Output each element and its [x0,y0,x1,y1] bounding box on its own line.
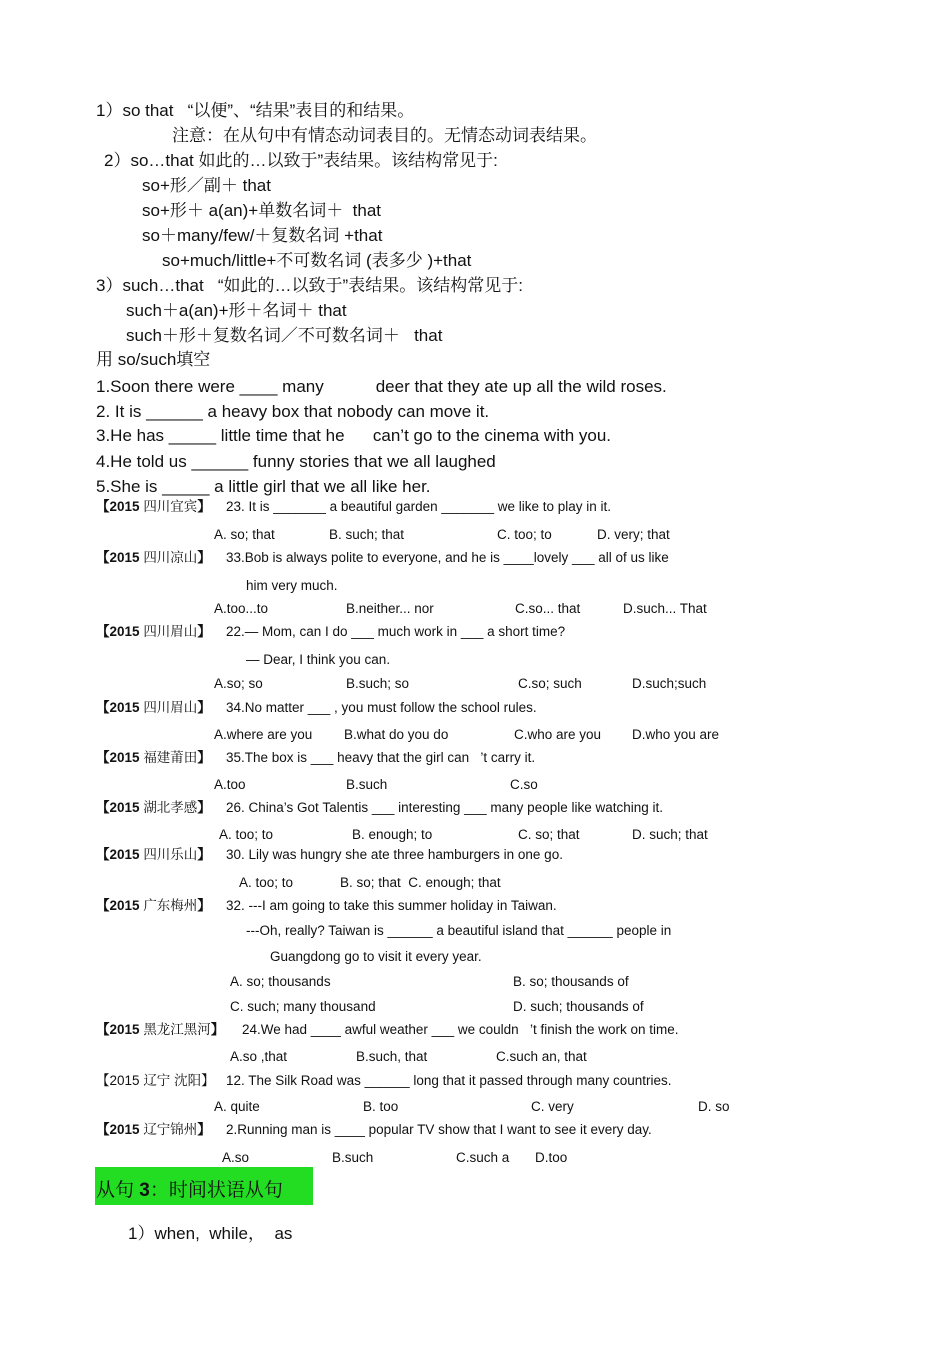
option-a: A. so; that [214,527,275,542]
option-c: C. such; many thousand [230,999,376,1014]
exam-question: 23. It is _______ a beautiful garden _______ we like to play in it. [226,499,612,514]
grammar-line-4: so+形／副＋ that [142,176,271,195]
option-b: B. such; that [329,527,405,542]
option-d: D.who you are [632,727,720,742]
option-b: B. too [363,1099,399,1114]
option-b: B.such [332,1150,374,1165]
exam-question-continued: — Dear, I think you can. [246,652,391,667]
exam-question-continued: him very much. [246,578,338,593]
option-d: D. such; that [632,827,708,842]
fill-question-1: 1.Soon there were ____ many deer that they ate up all the wild roses. [96,377,667,396]
option-a: A. so; thousands [230,974,331,989]
grammar-line-5: so+形＋ a(an)+单数名词＋ that [142,201,382,220]
exam-question: 35.The box is ___ heavy that the girl can ’t carry it. [226,750,536,765]
fill-question-2: 2. It is ______ a heavy box that nobody can move it. [96,402,490,421]
fill-question-4: 4.He told us ______ funny stories that we all laughed [96,452,496,471]
option-b: B.such, that [356,1049,428,1064]
option-b: B.what do you do [344,727,449,742]
option-b: B. so; thousands of [513,974,629,989]
exam-source: 【2015 四川眉山】 [96,624,211,639]
section-heading: 从句 3：时间状语从句 [96,1180,283,1201]
option-a: A.so [222,1150,250,1165]
grammar-line-10: such＋形＋复数名词／不可数名词＋ that [126,326,443,345]
option-b: B. so; that C. enough; that [340,875,501,890]
option-b: B.such; so [346,676,410,691]
grammar-line-9: such＋a(an)+形＋名词＋ that [126,301,347,320]
option-c: C. so; that [518,827,580,842]
exam-source: 【2015 四川乐山】 [96,847,211,862]
option-b: B. enough; to [352,827,433,842]
option-a: A. too; to [219,827,274,842]
fill-question-3: 3.He has _____ little time that he can’t go to the cinema with you. [96,426,612,445]
option-a: A.so ,that [230,1049,288,1064]
exam-source: 【2015 辽宁锦州】 [96,1122,211,1137]
exam-source: 【2015 黑龙江黑河】 [96,1022,225,1037]
exam-question: 30. Lily was hungry she ate three hamburgers in one go. [226,847,563,862]
option-d: D. very; that [597,527,670,542]
grammar-line-1: 1）so that “以便”、“结果”表目的和结果。 [96,101,415,120]
exam-question: 22.— Mom, can I do ___ much work in ___ a short time? [226,624,566,639]
option-a: A.so; so [214,676,263,691]
option-c: C. very [531,1099,574,1114]
option-a: A. quite [214,1099,260,1114]
option-b: B.such [346,777,388,792]
option-a: A.too [214,777,246,792]
grammar-line-8: 3）such…that “如此的…以致于”表结果。该结构常见于: [96,276,523,295]
option-d: D. such; thousands of [513,999,644,1014]
option-d: D. so [698,1099,730,1114]
exam-source: 【2015 广东梅州】 [96,898,211,913]
option-d: D.too [535,1150,568,1165]
exam-source: 【2015 湖北孝感】 [96,800,211,815]
option-c: C.so; such [518,676,582,691]
section-subheading: 1）when, while， as [128,1224,293,1243]
option-c: C.so [510,777,538,792]
option-a: A. too; to [239,875,294,890]
option-b: B.neither... nor [346,601,434,616]
exam-source: 【2015 四川凉山】 [96,550,211,565]
exam-question: 34.No matter ___ , you must follow the school rules. [226,700,537,715]
option-c: C.such a [456,1150,510,1165]
exam-question: 33.Bob is always polite to everyone, and he is ____lovely ___ all of us like [226,550,669,565]
exam-question: 2.Running man is ____ popular TV show that I want to see it every day. [226,1122,652,1137]
option-a: A.where are you [214,727,313,742]
exam-source: 【2015 四川宜宾】 [96,499,211,514]
exam-question: 32. ---I am going to take this summer holiday in Taiwan. [226,898,557,913]
grammar-line-7: so+much/little+不可数名词 (表多少 )+that [162,251,472,270]
fill-question-5: 5.She is _____ a little girl that we all like her. [96,477,431,496]
exam-question-continued: Guangdong go to visit it every year. [270,949,482,964]
exam-question-continued: ---Oh, really? Taiwan is ______ a beautiful island that ______ people in [246,923,672,938]
exam-source: 【2015 福建莆田】 [96,750,211,765]
grammar-line-3: 2）so…that 如此的…以致于”表结果。该结构常见于: [104,151,498,170]
option-d: D.such... That [623,601,707,616]
grammar-line-6: so＋many/few/＋复数名词 +that [142,226,383,245]
grammar-line-2: 注意：在从句中有情态动词表目的。无情态动词表结果。 [172,126,597,145]
option-c: C.so... that [515,601,581,616]
option-d: D.such;such [632,676,707,691]
exam-source: 【2015 辽宁 沈阳】 [96,1073,215,1088]
exam-source: 【2015 四川眉山】 [96,700,211,715]
fill-heading: 用 so/such填空 [96,350,211,369]
exam-question: 26. China’s Got Talentis ___ interesting ___ many people like watching it. [226,800,664,815]
option-c: C.such an, that [496,1049,587,1064]
exam-question: 12. The Silk Road was ______ long that it passed through many countries. [226,1073,672,1088]
option-a: A.too...to [214,601,269,616]
option-c: C. too; to [497,527,552,542]
option-c: C.who are you [514,727,602,742]
exam-question: 24.We had ____ awful weather ___ we couldn ’t finish the work on time. [242,1022,679,1037]
